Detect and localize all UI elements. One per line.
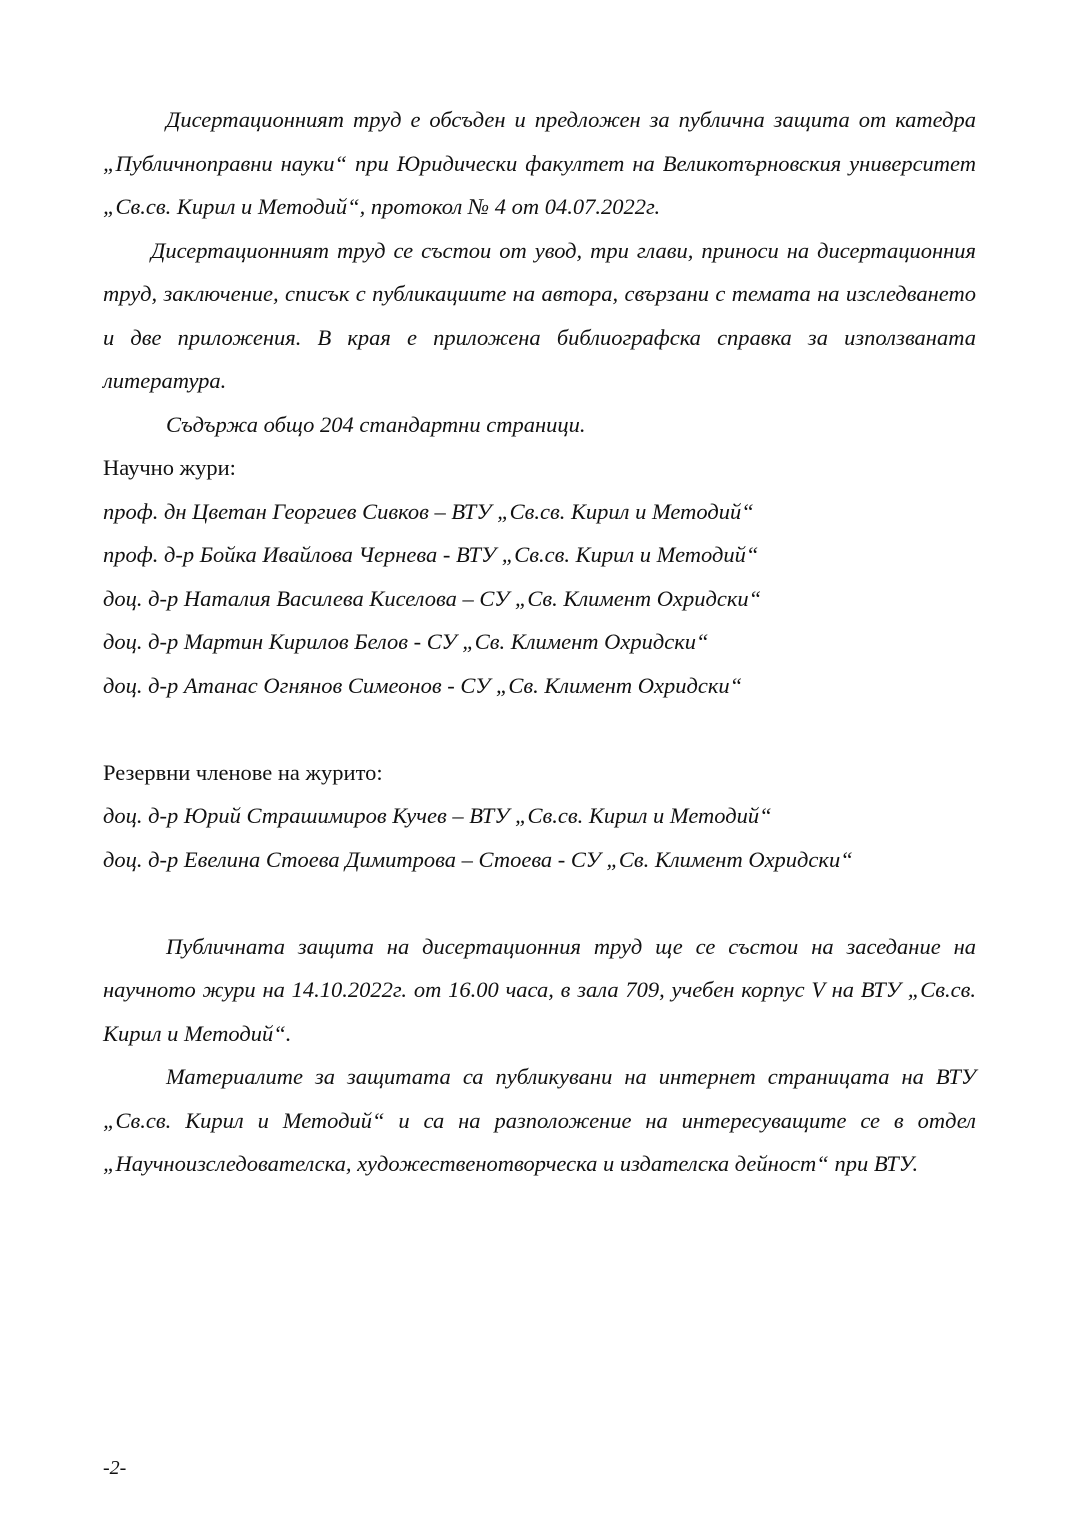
closing-paragraph-defense: Публичната защита на дисертационния труд ще се състои на заседание на научното жури на 14.10.2022г. от 16.00 часа, в зала 709, учебен корпус V на ВТУ „Св.св. Кирил и Методий“. [103, 933, 976, 1046]
jury-member: проф. дн Цветан Георгиев Сивков – ВТУ „Св.св. Кирил и Методий“ [103, 498, 754, 524]
reserve-member: доц. д-р Евелина Стоева Димитрова – Стоева - СУ „Св. Климент Охридски“ [103, 846, 853, 872]
reserve-heading: Резервни членове на журито: [103, 759, 383, 785]
spacer [103, 881, 976, 925]
intro-paragraph-discussion: Дисертационният труд е обсъден и предложен за публична защита от катедра „Публичноправни науки“ при Юридически факултет на Великотърновския университет „Св.св. Кирил и Методий“, протокол № 4 от 04.07.2022г. [103, 107, 976, 219]
jury-member: доц. д-р Мартин Кирилов Белов - СУ „Св. Климент Охридски“ [103, 629, 709, 654]
spacer [103, 707, 976, 751]
jury-member: проф. д-р Бойка Ивайлова Чернева - ВТУ „Св.св. Кирил и Методий“ [103, 542, 759, 567]
reserve-member: доц. д-р Юрий Страшимиров Кучев – ВТУ „Св.св. Кирил и Методий“ [103, 803, 772, 828]
page-number: -2- [103, 1457, 127, 1479]
jury-list [103, 490, 976, 708]
jury-member: доц. д-р Атанас Огнянов Симеонов - СУ „Св. Климент Охридски“ [103, 672, 743, 698]
jury-heading: Научно жури: [103, 455, 236, 480]
reserve-list [103, 794, 976, 881]
intro-paragraph-structure: Дисертационният труд се състои от увод, три глави, приноси на дисертационния труд, заключение, списък с публикациите на автора, свързани с темата на изследването и две приложения. В края е приложена библиографска справка за използваната литература. [103, 237, 976, 393]
document-page [103, 98, 976, 1186]
jury-member: доц. д-р Наталия Василева Киселова – СУ „Св. Климент Охридски“ [103, 585, 762, 611]
intro-paragraph-pages: Съдържа общо 204 стандартни страници. [166, 411, 586, 437]
closing-paragraph-materials: Материалите за защитата са публикувани на интернет страницата на ВТУ „Св.св. Кирил и Методий“ и са на разположение на интересуващите се в отдел „Научноизследователска, художественотворческа и издателска дейност“ при ВТУ. [103, 1064, 976, 1176]
